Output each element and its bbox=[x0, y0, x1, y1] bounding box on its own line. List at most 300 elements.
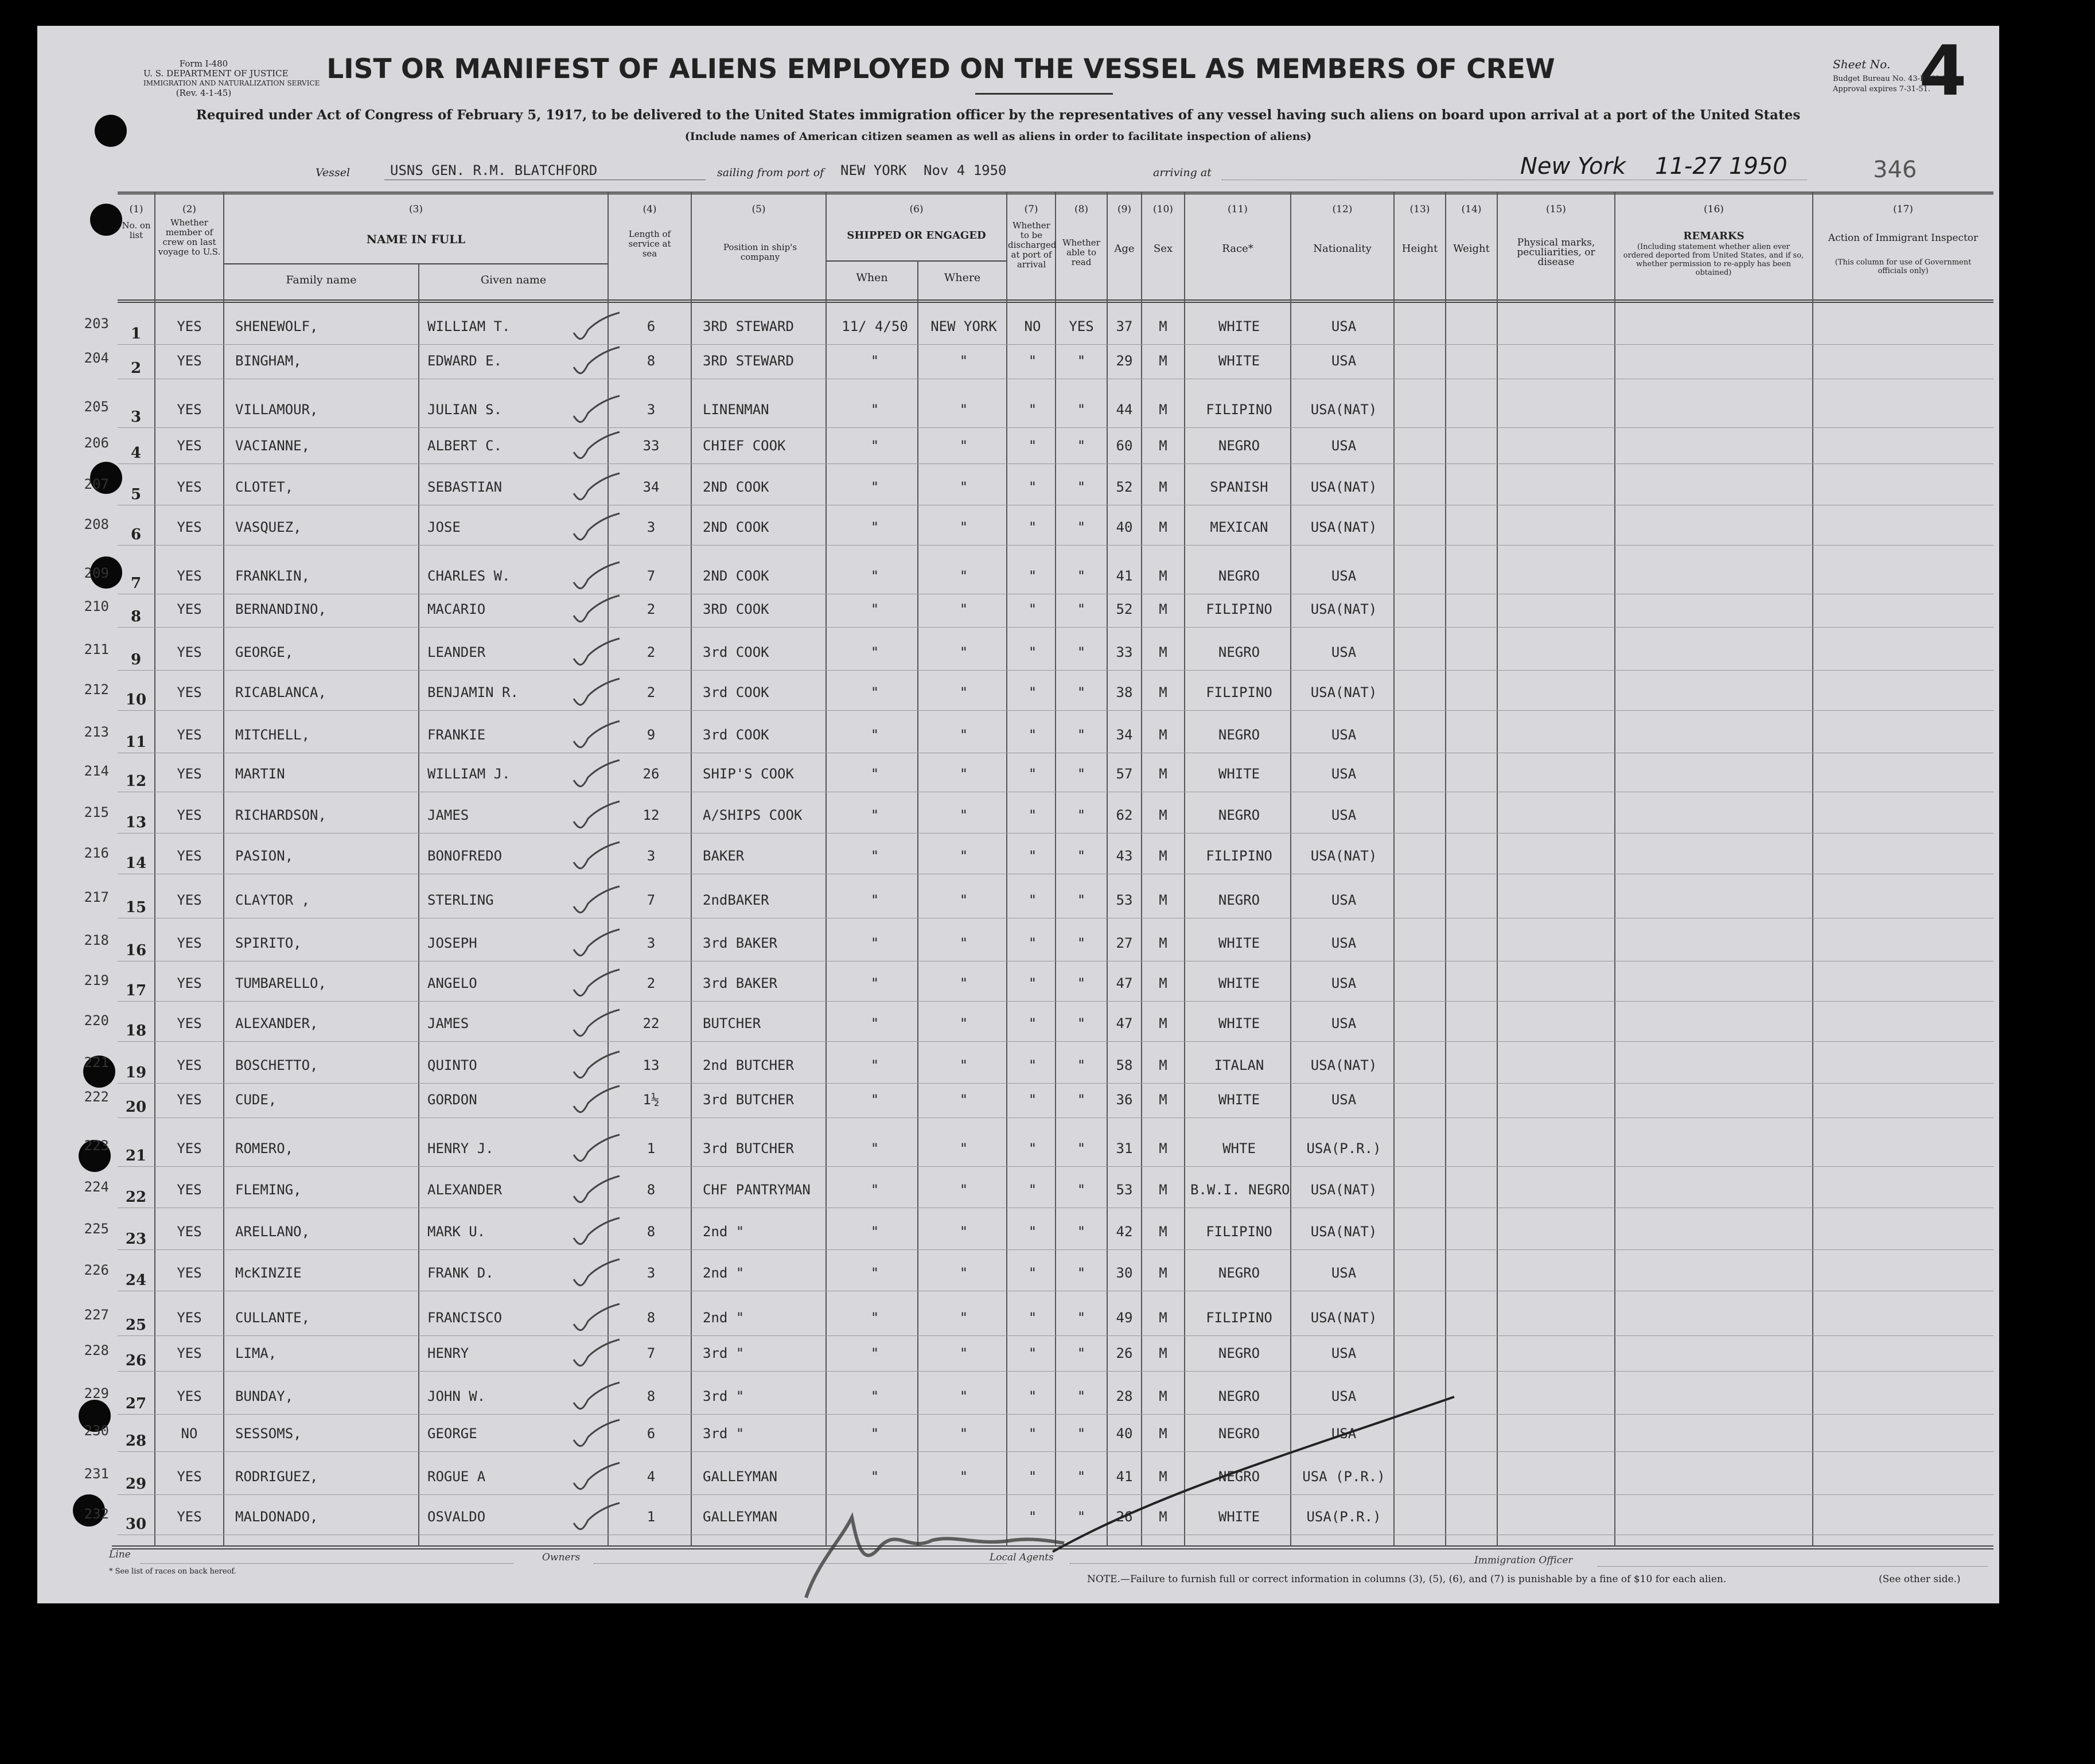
cell-read: " bbox=[1077, 479, 1086, 495]
row-number: 22 bbox=[125, 1189, 147, 1206]
row-number: 29 bbox=[125, 1475, 147, 1493]
cell-race: FILIPINO bbox=[1206, 1310, 1272, 1326]
cell-family: RODRIGUEZ, bbox=[235, 1469, 318, 1485]
cell-crew: YES bbox=[177, 1015, 202, 1031]
sequence-number: 227 bbox=[84, 1307, 109, 1323]
cell-given: ALEXANDER bbox=[427, 1182, 503, 1198]
cell-read: " bbox=[1077, 1469, 1086, 1485]
col8-header: Whether able to read bbox=[1062, 237, 1100, 267]
cell-race: WHITE bbox=[1218, 1509, 1260, 1525]
cell-given: EDWARD E. bbox=[427, 353, 503, 369]
cell-position: A/SHIPS COOK bbox=[703, 807, 803, 823]
cell-sex: M bbox=[1159, 1015, 1167, 1031]
cell-family: SPIRITO, bbox=[235, 935, 302, 951]
cell-family: RICHARDSON, bbox=[235, 807, 326, 823]
cell-race: FILIPINO bbox=[1206, 848, 1272, 864]
cell-disch: " bbox=[1028, 975, 1037, 991]
annotations-layer bbox=[37, 26, 1999, 1603]
footer-officer-label: Immigration Officer bbox=[1474, 1555, 1573, 1566]
row-number: 30 bbox=[125, 1516, 147, 1533]
cell-where: " bbox=[959, 1140, 968, 1156]
cell-crew: YES bbox=[177, 1345, 202, 1361]
cell-race: FILIPINO bbox=[1206, 1224, 1272, 1240]
cell-read: " bbox=[1077, 807, 1086, 823]
cell-position: 3RD STEWARD bbox=[703, 318, 794, 334]
cell-given: ANGELO bbox=[427, 975, 477, 991]
cell-read: " bbox=[1077, 601, 1086, 617]
cell-service: 1 bbox=[647, 1509, 656, 1525]
cell-when: " bbox=[870, 1057, 879, 1073]
cell-race: WHITE bbox=[1218, 935, 1260, 951]
row-number: 5 bbox=[130, 486, 142, 503]
cell-read: " bbox=[1077, 568, 1086, 584]
sequence-number: 221 bbox=[84, 1054, 109, 1070]
subtitle: Required under Act of Congress of February 5, 1917, to be delivered to the United States immigration officer by the representatives of any vessel having such aliens on board upon arrival at a port of the United States bbox=[196, 107, 1801, 123]
cell-where: " bbox=[959, 479, 968, 495]
cell-sex: M bbox=[1159, 1426, 1167, 1442]
cell-race: NEGRO bbox=[1218, 568, 1260, 584]
cell-nat: USA bbox=[1331, 353, 1357, 369]
cell-service: 8 bbox=[647, 353, 656, 369]
cell-nat: USA bbox=[1331, 1015, 1357, 1031]
cell-where: " bbox=[959, 848, 968, 864]
cell-where: " bbox=[959, 1310, 968, 1326]
sequence-number: 225 bbox=[84, 1221, 109, 1237]
cell-nat: USA bbox=[1331, 975, 1357, 991]
cell-disch: " bbox=[1028, 727, 1037, 743]
col12-number: (12) bbox=[1332, 204, 1353, 215]
cell-disch: " bbox=[1028, 1057, 1037, 1073]
cell-crew: YES bbox=[177, 766, 202, 782]
row-number: 2 bbox=[130, 360, 142, 377]
cell-when: 11/ 4/50 bbox=[842, 318, 908, 334]
cell-where: " bbox=[959, 1388, 968, 1404]
cell-age: 30 bbox=[1116, 1265, 1133, 1281]
cell-sex: M bbox=[1159, 848, 1167, 864]
cell-sex: M bbox=[1159, 402, 1167, 418]
col2-header: Whether member of crew on last voyage to U.S. bbox=[158, 217, 221, 257]
col6-header: SHIPPED OR ENGAGED bbox=[847, 229, 986, 242]
cell-nat: USA(NAT) bbox=[1310, 1310, 1377, 1326]
sequence-number: 219 bbox=[84, 972, 109, 988]
cell-service: 22 bbox=[642, 1015, 660, 1031]
cell-crew: YES bbox=[177, 1057, 202, 1073]
cell-when: " bbox=[870, 1015, 879, 1031]
cell-where: " bbox=[959, 807, 968, 823]
stamp-number: 346 bbox=[1873, 157, 1917, 183]
cell-when: " bbox=[870, 848, 879, 864]
cell-read: " bbox=[1077, 684, 1086, 700]
row-number: 6 bbox=[130, 526, 142, 543]
cell-where: " bbox=[959, 766, 968, 782]
cell-position: 2nd " bbox=[703, 1224, 745, 1240]
cell-read: " bbox=[1077, 519, 1086, 535]
cell-disch: " bbox=[1028, 1182, 1037, 1198]
footer-line-rule bbox=[141, 1563, 513, 1564]
sequence-number: 213 bbox=[84, 724, 109, 740]
cell-disch: " bbox=[1028, 1265, 1037, 1281]
cell-crew: YES bbox=[177, 402, 202, 418]
col11-header: Race* bbox=[1222, 243, 1253, 255]
sequence-number: 229 bbox=[84, 1385, 109, 1401]
cell-sex: M bbox=[1159, 1224, 1167, 1240]
cell-where: " bbox=[959, 438, 968, 454]
cell-age: 53 bbox=[1116, 1182, 1133, 1198]
cell-sex: M bbox=[1159, 975, 1167, 991]
cell-service: 3 bbox=[647, 519, 656, 535]
form-revision: (Rev. 4-1-45) bbox=[176, 88, 232, 98]
cell-disch: " bbox=[1028, 1310, 1037, 1326]
cell-nat: USA(NAT) bbox=[1310, 1182, 1377, 1198]
cell-age: 40 bbox=[1116, 519, 1133, 535]
cell-disch: " bbox=[1028, 848, 1037, 864]
row-number: 8 bbox=[130, 608, 142, 625]
cell-nat: USA(NAT) bbox=[1310, 684, 1377, 700]
cell-given: HENRY bbox=[427, 1345, 469, 1361]
cell-nat: USA bbox=[1331, 807, 1357, 823]
cell-nat: USA(NAT) bbox=[1310, 1224, 1377, 1240]
cell-age: 62 bbox=[1116, 807, 1133, 823]
cell-crew: YES bbox=[177, 1140, 202, 1156]
cell-age: 41 bbox=[1116, 1469, 1133, 1485]
row-number: 14 bbox=[125, 855, 147, 872]
cell-disch: " bbox=[1028, 1224, 1037, 1240]
cell-age: 60 bbox=[1116, 438, 1133, 454]
cell-given: FRANK D. bbox=[427, 1265, 494, 1281]
cell-sex: M bbox=[1159, 353, 1167, 369]
cell-position: 3RD STEWARD bbox=[703, 353, 794, 369]
cell-sex: M bbox=[1159, 1140, 1167, 1156]
row-number: 28 bbox=[125, 1432, 147, 1450]
cell-age: 31 bbox=[1116, 1140, 1133, 1156]
sequence-number: 222 bbox=[84, 1089, 109, 1105]
sequence-number: 205 bbox=[84, 399, 109, 415]
cell-position: 3rd BAKER bbox=[703, 975, 778, 991]
cell-age: 27 bbox=[1116, 935, 1133, 951]
sequence-number: 231 bbox=[84, 1466, 109, 1482]
cell-read: " bbox=[1077, 1015, 1086, 1031]
row-number: 25 bbox=[125, 1317, 147, 1334]
arrival-place: New York bbox=[1520, 153, 1626, 180]
cell-disch: " bbox=[1028, 1388, 1037, 1404]
col8-number: (8) bbox=[1074, 204, 1089, 215]
cell-family: VILLAMOUR, bbox=[235, 402, 318, 418]
cell-read: " bbox=[1077, 766, 1086, 782]
cell-nat: USA bbox=[1331, 1345, 1357, 1361]
cell-disch: " bbox=[1028, 766, 1037, 782]
cell-sex: M bbox=[1159, 644, 1167, 660]
col16-note: (Including statement whether alien ever ordered deported from United States, and if so, whether permission to re-apply has been obtained) bbox=[1623, 243, 1804, 277]
cell-age: 53 bbox=[1116, 892, 1133, 908]
cell-given: OSVALDO bbox=[427, 1509, 486, 1525]
cell-age: 49 bbox=[1116, 1310, 1133, 1326]
cell-nat: USA bbox=[1331, 1265, 1357, 1281]
sequence-number: 224 bbox=[84, 1179, 109, 1195]
cell-when: " bbox=[870, 644, 879, 660]
col14-number: (14) bbox=[1461, 204, 1482, 215]
cell-position: 3rd COOK bbox=[703, 644, 769, 660]
cell-disch: " bbox=[1028, 644, 1037, 660]
cell-service: 8 bbox=[647, 1224, 656, 1240]
cell-position: CHF PANTRYMAN bbox=[703, 1182, 811, 1198]
cell-position: 3rd BUTCHER bbox=[703, 1092, 794, 1108]
cell-crew: YES bbox=[177, 601, 202, 617]
col16-header: REMARKS bbox=[1683, 230, 1744, 242]
sequence-number: 232 bbox=[84, 1506, 109, 1522]
cell-age: 44 bbox=[1116, 402, 1133, 418]
cell-disch: " bbox=[1028, 807, 1037, 823]
department-name: U. S. DEPARTMENT OF JUSTICE bbox=[143, 68, 289, 79]
sheet-label: Sheet No. bbox=[1833, 57, 1891, 71]
cell-family: ALEXANDER, bbox=[235, 1015, 318, 1031]
cell-given: LEANDER bbox=[427, 644, 486, 660]
sailing-date: Nov 4 1950 bbox=[924, 162, 1007, 178]
cell-position: 3rd " bbox=[703, 1426, 745, 1442]
row-number: 23 bbox=[125, 1230, 147, 1248]
subnote: (Include names of American citizen seamen as well as aliens in order to facilitate inspection of aliens) bbox=[684, 130, 1312, 143]
cell-age: 43 bbox=[1116, 848, 1133, 864]
cell-disch: NO bbox=[1024, 318, 1041, 334]
cell-when: " bbox=[870, 807, 879, 823]
cell-age: 40 bbox=[1116, 1426, 1133, 1442]
cell-where: " bbox=[959, 601, 968, 617]
cell-crew: YES bbox=[177, 1509, 202, 1525]
col1-number: (1) bbox=[129, 204, 143, 215]
cell-family: VACIANNE, bbox=[235, 438, 310, 454]
cell-age: 38 bbox=[1116, 684, 1133, 700]
cell-age: 42 bbox=[1116, 1224, 1133, 1240]
cell-family: FRANKLIN, bbox=[235, 568, 310, 584]
col9-number: (9) bbox=[1117, 204, 1132, 215]
cell-race: FILIPINO bbox=[1206, 402, 1272, 418]
cell-sex: M bbox=[1159, 1310, 1167, 1326]
cell-disch: " bbox=[1028, 1092, 1037, 1108]
cell-given: MACARIO bbox=[427, 601, 486, 617]
cell-crew: YES bbox=[177, 975, 202, 991]
cell-given: FRANKIE bbox=[427, 727, 486, 743]
cell-where: " bbox=[959, 935, 968, 951]
cell-age: 36 bbox=[1116, 1092, 1133, 1108]
cell-race: FILIPINO bbox=[1206, 684, 1272, 700]
cell-race: NEGRO bbox=[1218, 1388, 1260, 1404]
cell-nat: USA bbox=[1331, 935, 1357, 951]
cell-when: " bbox=[870, 438, 879, 454]
cell-read: " bbox=[1077, 1509, 1086, 1525]
cell-position: 3rd BUTCHER bbox=[703, 1140, 794, 1156]
cell-nat: USA(NAT) bbox=[1310, 848, 1377, 864]
row-number: 3 bbox=[130, 408, 142, 426]
cell-when: " bbox=[870, 353, 879, 369]
cell-crew: YES bbox=[177, 644, 202, 660]
see-other-side: (See other side.) bbox=[1879, 1574, 1961, 1585]
cell-disch: " bbox=[1028, 519, 1037, 535]
cell-family: PASION, bbox=[235, 848, 294, 864]
cell-read: " bbox=[1077, 1092, 1086, 1108]
cell-disch: " bbox=[1028, 479, 1037, 495]
cell-family: VASQUEZ, bbox=[235, 519, 302, 535]
cell-read: " bbox=[1077, 892, 1086, 908]
cell-given: WILLIAM J. bbox=[427, 766, 511, 782]
cell-service: 3 bbox=[647, 935, 656, 951]
cell-disch: " bbox=[1028, 1469, 1037, 1485]
cell-nat: USA bbox=[1331, 766, 1357, 782]
service-name: IMMIGRATION AND NATURALIZATION SERVICE bbox=[143, 79, 320, 87]
cell-race: WHITE bbox=[1218, 1092, 1260, 1108]
cell-disch: " bbox=[1028, 935, 1037, 951]
cell-position: 2ND COOK bbox=[703, 479, 769, 495]
cell-crew: YES bbox=[177, 438, 202, 454]
cell-nat: USA bbox=[1331, 438, 1357, 454]
cell-position: 3rd COOK bbox=[703, 727, 769, 743]
cell-nat: USA(NAT) bbox=[1310, 479, 1377, 495]
cell-nat: USA bbox=[1331, 318, 1357, 334]
cell-age: 41 bbox=[1116, 568, 1133, 584]
cell-service: 3 bbox=[647, 402, 656, 418]
col1-header: No. on list bbox=[122, 220, 151, 240]
cell-race: NEGRO bbox=[1218, 892, 1260, 908]
manifest-sheet bbox=[37, 26, 1999, 1603]
row-number: 1 bbox=[130, 325, 142, 342]
cell-read: " bbox=[1077, 1345, 1086, 1361]
cell-given: JOSE bbox=[427, 519, 461, 535]
cell-race: NEGRO bbox=[1218, 1345, 1260, 1361]
cell-read: " bbox=[1077, 1182, 1086, 1198]
footer-agents-label: Local Agents bbox=[990, 1552, 1054, 1563]
row-number: 21 bbox=[125, 1147, 147, 1165]
cell-family: ROMERO, bbox=[235, 1140, 294, 1156]
cell-when: " bbox=[870, 1388, 879, 1404]
cell-given: FRANCISCO bbox=[427, 1310, 503, 1326]
cell-crew: YES bbox=[177, 318, 202, 334]
cell-position: 2ndBAKER bbox=[703, 892, 769, 908]
col12-header: Nationality bbox=[1313, 243, 1372, 255]
col17-note: (This column for use of Government officials only) bbox=[1835, 258, 1972, 275]
col10-header: Sex bbox=[1153, 243, 1173, 255]
cell-sex: M bbox=[1159, 318, 1167, 334]
sailing-label: sailing from port of bbox=[717, 166, 824, 179]
cell-where: " bbox=[959, 1182, 968, 1198]
cell-disch: " bbox=[1028, 353, 1037, 369]
approval-expiry: Approval expires 7-31-51. bbox=[1833, 85, 1930, 94]
col9-header: Age bbox=[1114, 243, 1135, 255]
cell-given: JOHN W. bbox=[427, 1388, 486, 1404]
cell-family: TUMBARELLO, bbox=[235, 975, 326, 991]
cell-race: WHTE bbox=[1222, 1140, 1256, 1156]
cell-family: MARTIN bbox=[235, 766, 285, 782]
cell-nat: USA bbox=[1331, 1388, 1357, 1404]
row-number: 13 bbox=[125, 814, 147, 831]
cell-race: MEXICAN bbox=[1210, 519, 1268, 535]
cell-when: " bbox=[870, 935, 879, 951]
cell-nat: USA bbox=[1331, 892, 1357, 908]
cell-race: WHITE bbox=[1218, 975, 1260, 991]
cell-given: HENRY J. bbox=[427, 1140, 494, 1156]
cell-crew: YES bbox=[177, 935, 202, 951]
cell-race: NEGRO bbox=[1218, 438, 1260, 454]
cell-sex: M bbox=[1159, 684, 1167, 700]
cell-crew: YES bbox=[177, 1092, 202, 1108]
cell-read: " bbox=[1077, 935, 1086, 951]
col2-number: (2) bbox=[182, 204, 197, 215]
cell-where: " bbox=[959, 1426, 968, 1442]
cell-crew: YES bbox=[177, 1469, 202, 1485]
cell-position: 2nd " bbox=[703, 1310, 745, 1326]
col13-number: (13) bbox=[1409, 204, 1430, 215]
cell-sex: M bbox=[1159, 1509, 1167, 1525]
cell-given: GEORGE bbox=[427, 1426, 477, 1442]
cell-read: YES bbox=[1069, 318, 1094, 334]
sequence-number: 220 bbox=[84, 1013, 109, 1029]
cell-service: 6 bbox=[647, 1426, 656, 1442]
cell-race: B.W.I. NEGRO bbox=[1190, 1182, 1290, 1198]
cell-position: 3rd " bbox=[703, 1388, 745, 1404]
sequence-number: 211 bbox=[84, 641, 109, 657]
cell-service: 7 bbox=[647, 568, 656, 584]
cell-crew: YES bbox=[177, 807, 202, 823]
cell-nat: USA (P.R.) bbox=[1302, 1469, 1385, 1485]
footer-agents-rule bbox=[1070, 1563, 1494, 1564]
cell-when: " bbox=[870, 1310, 879, 1326]
cell-disch: " bbox=[1028, 1140, 1037, 1156]
cell-position: 2nd BUTCHER bbox=[703, 1057, 794, 1073]
cell-nat: USA(P.R.) bbox=[1306, 1509, 1381, 1525]
sequence-number: 216 bbox=[84, 845, 109, 861]
cell-race: NEGRO bbox=[1218, 807, 1260, 823]
cell-sex: M bbox=[1159, 479, 1167, 495]
cell-when: " bbox=[870, 1182, 879, 1198]
col11-number: (11) bbox=[1228, 204, 1248, 215]
cell-family: MALDONADO, bbox=[235, 1509, 318, 1525]
sailing-port: NEW YORK bbox=[840, 162, 907, 178]
sequence-number: 206 bbox=[84, 435, 109, 451]
col15-number: (15) bbox=[1546, 204, 1566, 215]
cell-service: 2 bbox=[647, 684, 656, 700]
cell-where: " bbox=[959, 1224, 968, 1240]
cell-disch: " bbox=[1028, 684, 1037, 700]
cell-when: " bbox=[870, 1469, 879, 1485]
row-number: 7 bbox=[130, 575, 142, 592]
cell-race: WHITE bbox=[1218, 353, 1260, 369]
cell-disch: " bbox=[1028, 1345, 1037, 1361]
cell-family: CULLANTE, bbox=[235, 1310, 310, 1326]
cell-when: " bbox=[870, 1426, 879, 1442]
cell-family: CUDE, bbox=[235, 1092, 277, 1108]
cell-nat: USA(NAT) bbox=[1310, 519, 1377, 535]
sequence-number: 218 bbox=[84, 932, 109, 948]
row-number: 27 bbox=[125, 1395, 147, 1412]
cell-service: 1½ bbox=[642, 1092, 660, 1108]
where-header: Where bbox=[944, 271, 981, 284]
col5-number: (5) bbox=[751, 204, 766, 215]
col14-header: Weight bbox=[1453, 243, 1490, 255]
cell-crew: NO bbox=[181, 1426, 198, 1442]
cell-when: " bbox=[870, 766, 879, 782]
cell-service: 8 bbox=[647, 1182, 656, 1198]
cell-where: " bbox=[959, 975, 968, 991]
cell-where: " bbox=[959, 1469, 968, 1485]
cell-disch: " bbox=[1028, 601, 1037, 617]
row-number: 18 bbox=[125, 1022, 147, 1039]
cell-nat: USA(NAT) bbox=[1310, 1057, 1377, 1073]
cell-where: " bbox=[959, 1015, 968, 1031]
cell-age: 47 bbox=[1116, 1015, 1133, 1031]
cell-disch: " bbox=[1028, 1426, 1037, 1442]
col7-number: (7) bbox=[1024, 204, 1038, 215]
arrival-date: 11-27 1950 bbox=[1655, 153, 1788, 180]
cell-family: SHENEWOLF, bbox=[235, 318, 318, 334]
cell-age: 29 bbox=[1116, 353, 1133, 369]
cell-sex: M bbox=[1159, 727, 1167, 743]
